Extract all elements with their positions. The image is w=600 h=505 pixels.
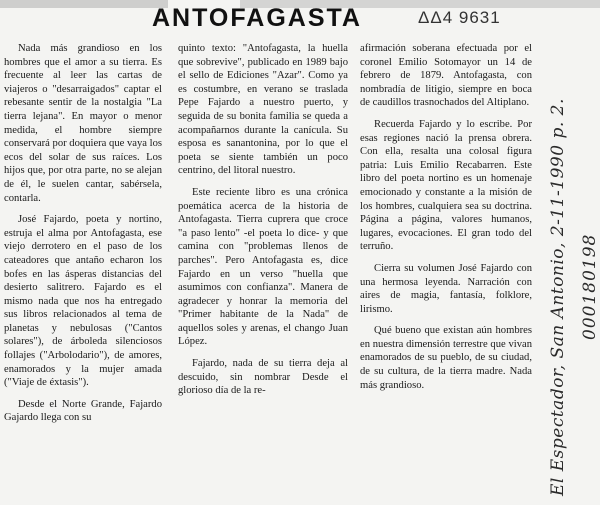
handwritten-archive-number: 000180198	[580, 233, 600, 340]
paragraph: quinto texto: "Antofagasta, la huella que sobrevive", publicado en 1989 bajo el sello de Ediciones "Azar". Como ya es costumbre, en verano se traslada Pepe Fajardo a nuestro puerto, y seguida de su bonita familia se queda a acompañarnos durante la canícula. Su esposa es sanantonina, por lo que el poeta se siente también un poco centrino, del litoral nuestro.	[178, 43, 348, 177]
paragraph: José Fajardo, poeta y nortino, estruja el alma por Antofagasta, ese viejo derrotero en el paso de los cateadores que antaño echaron los bofes en las ásperas distancias del desierto salitrero. Fajardo es el mismo nada que nos ha entregado sus libros relacionados al tema de planetas y nebulosas ("Cantos solares"), de árboleda silenciosos follajes ("Arbolodario"), de amores, enamorados y la mujer amada ("Viaje de éxtasis").	[4, 214, 162, 389]
article-column-1	[4, 42, 162, 433]
article-title: ANTOFAGASTA	[152, 4, 362, 32]
paragraph: Recuerda Fajardo y lo escribe. Por esas regiones nació la prensa obrera. Con ella, resalta una colosal figura patria: Luis Emilio Recabarren. Este libro del poeta nortino es un homenaje emocionado y constante a la misión de los hombres, cualquiera sea su doctrina. Página a página, valores humanos, lugares, evocaciones. El gran todo del terruño.	[360, 118, 532, 253]
paragraph: Qué bueno que existan aún hombres en nuestra dimensión terrestre que vivan enamorados de su pueblo, de su ciudad, de su cultura, de la tierra madre. Nada más grandioso.	[360, 325, 532, 391]
paragraph: Fajardo, nada de su tierra deja al descuido, sin nombrar Desde el glorioso día de la re-	[178, 358, 348, 397]
paragraph: afirmación soberana efectuada por el coronel Emilio Sotomayor un 14 de febrero de 1879. Antofagasta, con nombradía de litigio, siempre en boca de caudillos trasnochados del Altiplano.	[360, 43, 532, 109]
paragraph: Nada más grandioso en los hombres que el amor a su tierra. Es frecuente al leer las cartas de viajeros o "desarraigados" captar el rebesante sentir de la nostalgia "La tierra lejana". En mayor o menor medida, el hombre siempre conservará por doquiera que vaya los ecos del solar de sus raíces. Los hijos que, por otra parte, no se alejan de él, le suelen cantar, sabérsela, contarla.	[4, 43, 162, 204]
article-column-3	[360, 42, 532, 400]
paragraph: Desde el Norte Grande, Fajardo Gajardo llega con su	[4, 398, 162, 424]
catalog-code-handwritten: ΔΔ4 9631	[418, 8, 501, 27]
paragraph: Este reciente libro es una crónica poemática acerca de la historia de Antofagasta. Tierra cuprera que croce "a paso lento" -el poeta lo dice- y que camina con "problemas llenos de parches". Pero Antofagasta es, dice Fajardo en un verso "huella que asumimos con confianza". Manera de agradecer y honrar la memoria del "Primer habitante de la Nada" de aquellos soles y arenas, el chango Juan López.	[178, 186, 348, 348]
article-column-2	[178, 42, 348, 406]
paragraph: Cierra su volumen José Fajardo con una hermosa leyenda. Narración con aires de magia, fantasía, folklore, lirismo.	[360, 262, 532, 315]
handwritten-source-note: El Espectador, San Antonio, 2-11-1990 p. 2.	[548, 98, 568, 496]
